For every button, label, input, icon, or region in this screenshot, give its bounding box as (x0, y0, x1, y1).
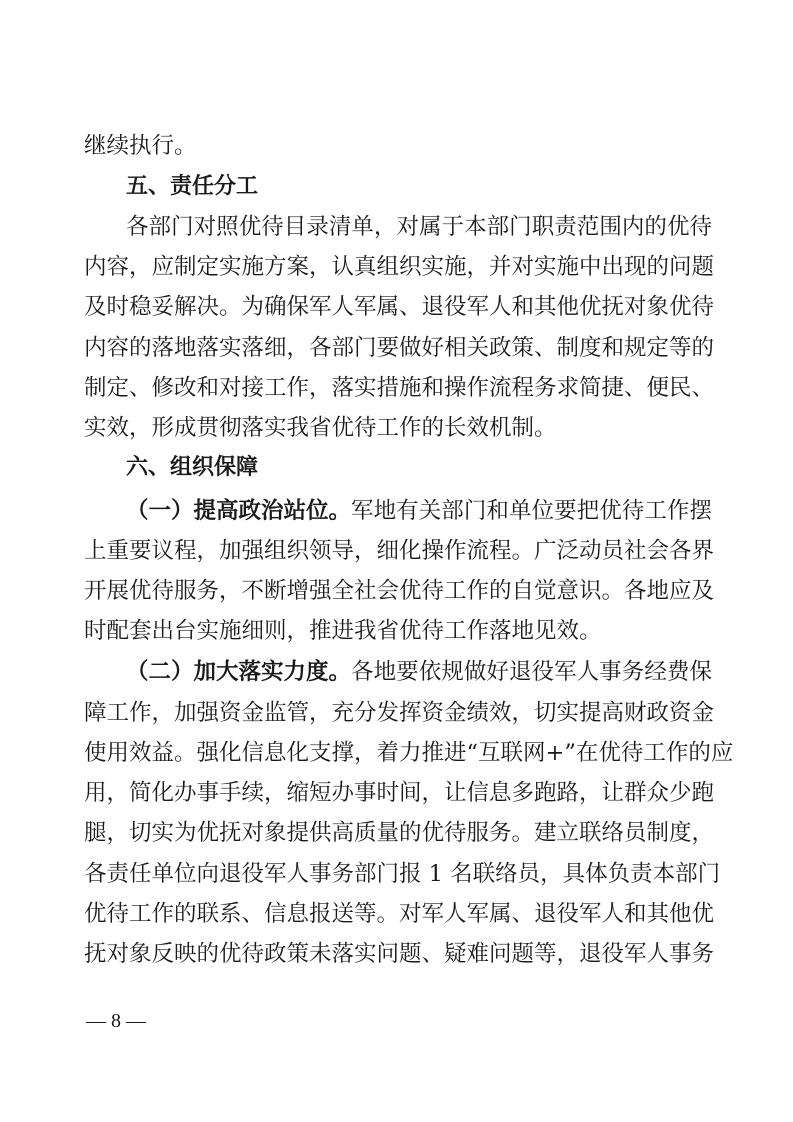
paragraph-line: 制定、修改和对接工作，落实措施和操作流程务求简捷、便民、 (84, 375, 715, 401)
paragraph-line (126, 491, 712, 531)
paragraph-line: 各责任单位向退役军人事务部门报 1 名联络员，具体负责本部门 (84, 861, 721, 887)
paragraph-line: 障工作，加强资金监管，充分发挥资金绩效，切实提高财政资金 (84, 700, 715, 726)
paragraph-text: 军地有关部门和单位要把优待工作摆 (351, 498, 712, 524)
paragraph-line: 继续执行。 (84, 133, 197, 159)
paragraph-line: 及时稳妥解决。为确保军人军属、退役军人和其他优抚对象优待 (84, 294, 715, 320)
paragraph-line: 时配套出台实施细则，推进我省优待工作落地见效。 (84, 618, 602, 644)
paragraph-line: 实效，形成贯彻落实我省优待工作的长效机制。 (84, 415, 557, 441)
paragraph-line: 腿，切实为优抚对象提供高质量的优待服务。建立联络员制度， (84, 820, 715, 846)
paragraph-line: 开展优待服务，不断增强全社会优待工作的自觉意识。各地应及 (84, 578, 715, 604)
paragraph-text: 各地要依规做好退役军人事务经费保 (351, 659, 712, 685)
subsection-lead: （二）加大落实力度。 (126, 659, 352, 685)
paragraph-line: 内容的落地落实落细，各部门要做好相关政策、制度和规定等的 (84, 335, 715, 361)
paragraph-line: 抚对象反映的优待政策未落实问题、疑难问题等，退役军人事务 (84, 941, 715, 967)
page-number: — 8 — (86, 1010, 146, 1032)
section-heading-organization: 六、组织保障 (126, 455, 259, 480)
paragraph-line: 优待工作的联系、信息报送等。对军人军属、退役军人和其他优 (84, 901, 715, 927)
paragraph-line: 上重要议程，加强组织领导，细化操作流程。广泛动员社会各界 (84, 538, 715, 564)
paragraph-line: 使用效益。强化信息化支撑，着力推进“互联网+”在优待工作的应 (84, 740, 734, 766)
paragraph-line (126, 652, 712, 692)
paragraph-line: 用，简化办事手续，缩短办事时间，让信息多跑路，让群众少跑 (84, 780, 715, 806)
section-heading-responsibilities: 五、责任分工 (126, 174, 259, 199)
subsection-lead: （一）提高政治站位。 (126, 498, 352, 524)
paragraph-line: 各部门对照优待目录清单，对属于本部门职责范围内的优待 (126, 214, 712, 240)
paragraph-line: 内容，应制定实施方案，认真组织实施，并对实施中出现的问题 (84, 254, 715, 280)
